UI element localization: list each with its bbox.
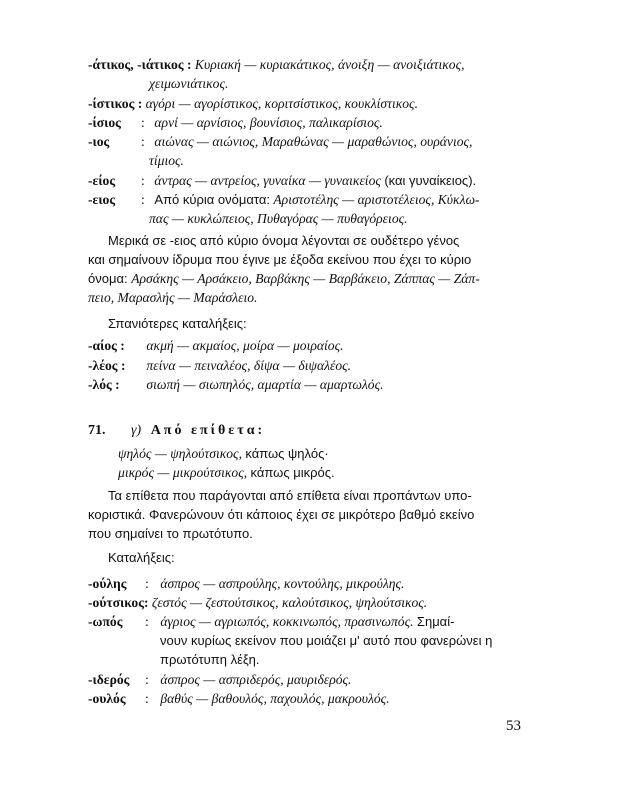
suffix: -ίσιος bbox=[88, 115, 121, 130]
paragraph-line: Τα επίθετα που παράγονται από επίθετα είναι προπάντων υπο- bbox=[108, 488, 472, 503]
paragraph-line: όνομα: bbox=[88, 271, 128, 286]
section-label: γ) bbox=[131, 423, 142, 438]
section-example bbox=[118, 445, 329, 462]
entry-continuation: πας — κυκλώπειος, Πυθαγόρας — πυθαγόρειος. bbox=[149, 211, 408, 226]
paragraph-line: και σημαίνουν ίδρυμα που έγινε με έξοδα εκείνου που έχει το κύριο bbox=[88, 252, 472, 267]
entry-continuation: χειμωνιάτικος. bbox=[149, 76, 229, 91]
example: Αριστοτέλης — αριστοτέλειος, Κύκλω- bbox=[273, 192, 480, 207]
entry-outsikos bbox=[88, 594, 548, 611]
example: άγριος — αγριωπός, κοκκινωπός, πρασινωπός. bbox=[160, 614, 414, 629]
colon: : bbox=[141, 115, 145, 130]
colon: : bbox=[141, 192, 145, 207]
example-extra: (και γυναίκειος). bbox=[384, 173, 477, 188]
example-italic: ψηλός — ψηλούτσικος, bbox=[118, 446, 242, 461]
entry-leos bbox=[88, 357, 548, 374]
entry-ideros bbox=[88, 671, 548, 688]
suffix: -ίστικος : bbox=[88, 96, 143, 111]
suffix: -ειος bbox=[88, 192, 116, 207]
suffix: -ούτσικος: bbox=[88, 595, 149, 610]
colon: : bbox=[141, 173, 145, 188]
suffix: -ωπός bbox=[88, 614, 123, 629]
suffix: -ούλης bbox=[88, 576, 127, 591]
suffix: -ιδερός bbox=[88, 672, 130, 687]
example: αρνί — αρνίσιος, βουνίσιος, παλικαρίσιος. bbox=[154, 115, 383, 130]
section-number: 71. bbox=[88, 423, 106, 438]
entry-continuation: τίμιος. bbox=[149, 153, 184, 168]
example-plain: κάπως ψηλός· bbox=[245, 446, 329, 461]
entry-atikos bbox=[88, 56, 548, 73]
entry-eios bbox=[88, 172, 548, 189]
example: ζεστός — ζεστούτσικος, καλούτσικος, ψηλούτσικος. bbox=[151, 595, 428, 610]
heading-rare-endings: Σπανιότερες καταλήξεις: bbox=[108, 316, 247, 331]
entry-aios bbox=[88, 337, 548, 354]
colon: : bbox=[145, 691, 149, 706]
suffix: -αίος : bbox=[88, 338, 125, 353]
entry-istikos bbox=[88, 95, 548, 112]
entry-los bbox=[88, 376, 548, 393]
suffix: -άτικος, -ιάτικος : bbox=[88, 57, 192, 72]
entry-isios bbox=[88, 114, 548, 131]
entry-oulos bbox=[88, 690, 548, 707]
page-number: 53 bbox=[506, 718, 521, 734]
paragraph-line: που σημαίνει το πρωτότυπο. bbox=[88, 526, 253, 541]
example: άσπρος — ασπρούλης, κοντούλης, μικρούλης. bbox=[160, 576, 405, 591]
section-example bbox=[118, 464, 335, 481]
suffix: -λός : bbox=[88, 377, 120, 392]
example: σιωπή — σιωπηλός, αμαρτία — αμαρτωλός. bbox=[146, 377, 384, 392]
colon: : bbox=[145, 576, 149, 591]
example-italic: μικρός — μικρούτσικος, bbox=[118, 465, 248, 480]
colon: : bbox=[141, 134, 145, 149]
example: Κυριακή — κυριακάτικος, άνοιξη — ανοιξιάτικος, bbox=[194, 57, 465, 72]
heading-endings: Καταλήξεις: bbox=[108, 550, 175, 565]
entry-oulis bbox=[88, 575, 548, 592]
entry-ios bbox=[88, 133, 548, 150]
section-heading bbox=[88, 423, 265, 439]
example: ακμή — ακμαίος, μοίρα — μοιραίος. bbox=[146, 338, 344, 353]
paragraph-line: πειο, Μαρασλής — Μαράσλειο. bbox=[88, 290, 258, 305]
paragraph-line: Αρσάκης — Αρσάκειο, Βαρβάκης — Βαρβάκειο, Ζάππας — Ζάπ- bbox=[131, 271, 480, 286]
entry-eios-proper bbox=[88, 191, 548, 208]
suffix: -ιος bbox=[88, 134, 110, 149]
example: άντρας — αντρείος, γυναίκα — γυναικείος bbox=[154, 173, 381, 188]
example-plain: κάπως μικρός. bbox=[250, 465, 335, 480]
suffix: -ουλός bbox=[88, 691, 126, 706]
suffix: -είος bbox=[88, 173, 116, 188]
suffix: -λέος : bbox=[88, 358, 126, 373]
entry-opos bbox=[88, 613, 548, 630]
paragraph-line: Μερικά σε -ειος από κύριο όνομα λέγονται σε ουδέτερο γένος bbox=[108, 233, 460, 248]
example: βαθύς — βαθουλός, παχουλός, μακρουλός. bbox=[160, 691, 390, 706]
section-title: Από επίθετα: bbox=[150, 423, 266, 438]
example-extra: Σημαί- bbox=[416, 614, 455, 629]
example: αιώνας — αιώνιος, Μαραθώνας — μαραθώνιος, ουράνιος, bbox=[154, 134, 473, 149]
example: αγόρι — αγορίστικος, κοριτσίστικος, κουκλίστικος. bbox=[145, 96, 418, 111]
colon: : bbox=[145, 672, 149, 687]
paragraph-eios-institutions bbox=[88, 231, 548, 307]
colon: : bbox=[145, 614, 149, 629]
paragraph-line-group bbox=[88, 269, 548, 288]
example-lead: Από κύρια ονόματα: bbox=[154, 192, 270, 207]
example: άσπρος — ασπριδερός, μαυριδερός. bbox=[160, 672, 352, 687]
paragraph-diminutives bbox=[88, 486, 548, 543]
entry-continuation: πρωτότυπη λέξη. bbox=[160, 652, 260, 667]
paragraph-line: κοριστικά. Φανερώνουν ότι κάποιος έχει σε μικρότερο βαθμό εκείνο bbox=[88, 507, 475, 522]
entry-continuation: νουν κυρίως εκείνον που μοιάζει μ' αυτό που φανερώνει η bbox=[160, 633, 493, 648]
example: πείνα — πειναλέος, δίψα — διψαλέος. bbox=[146, 358, 352, 373]
